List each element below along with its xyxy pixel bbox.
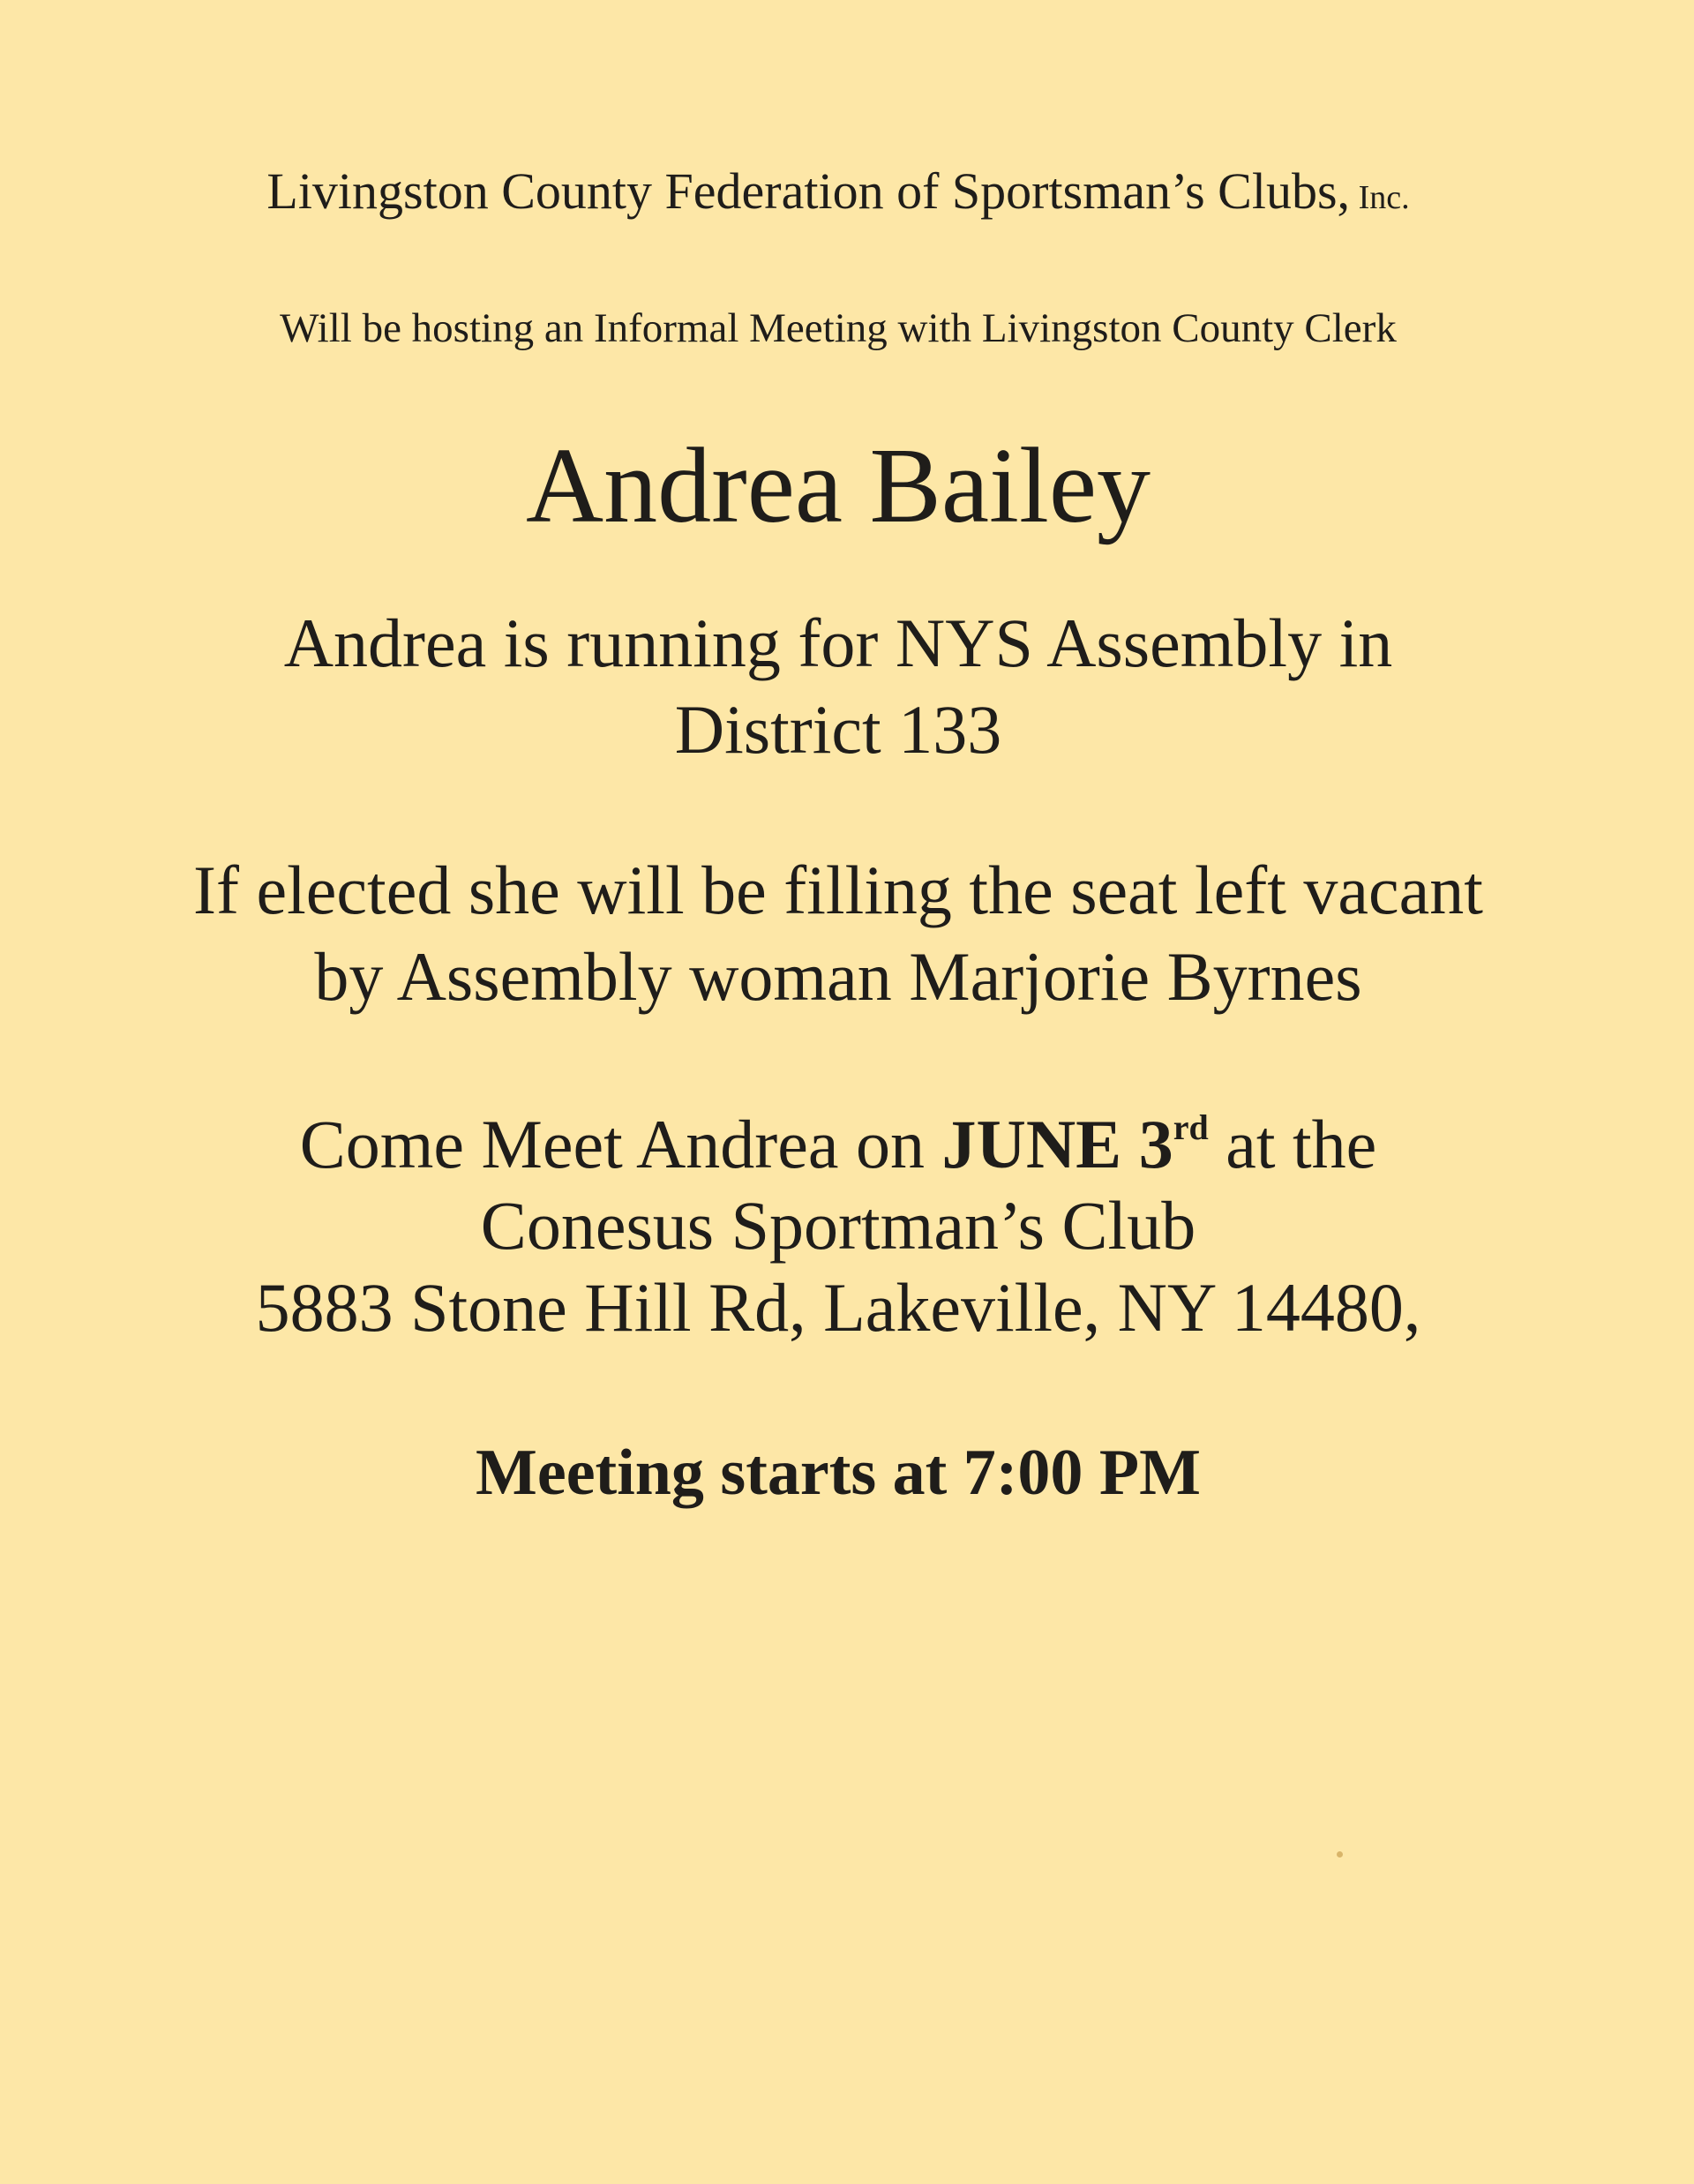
venue-line: Conesus Sportman’s Club bbox=[480, 1187, 1196, 1264]
meet-prefix: Come Meet Andrea on bbox=[299, 1106, 942, 1182]
elected-line-2: by Assembly woman Marjorie Byrnes bbox=[314, 938, 1362, 1015]
event-date-suffix: rd bbox=[1173, 1107, 1209, 1147]
start-time-line: Meeting starts at 7:00 PM bbox=[476, 1437, 1201, 1509]
hosting-line: Will be hosting an Informal Meeting with Livingston County Clerk bbox=[280, 305, 1397, 351]
organization-name: Livingston County Federation of Sportsman’s Clubs, bbox=[266, 162, 1351, 220]
running-line-2: District 133 bbox=[674, 691, 1002, 768]
meet-suffix: at the bbox=[1208, 1106, 1377, 1182]
paper-speck bbox=[1337, 1851, 1343, 1858]
address-line: 5883 Stone Hill Rd, Lakeville, NY 14480, bbox=[255, 1269, 1421, 1346]
candidate-name: Andrea Bailey bbox=[526, 426, 1151, 545]
elected-line-1: If elected she will be filling the seat left vacant bbox=[193, 852, 1483, 928]
organization-line bbox=[0, 162, 1676, 220]
running-line-1: Andrea is running for NYS Assembly in bbox=[283, 604, 1393, 681]
organization-suffix: Inc. bbox=[1350, 179, 1410, 216]
event-date: JUNE 3 bbox=[941, 1106, 1173, 1182]
meet-line bbox=[0, 1106, 1676, 1182]
